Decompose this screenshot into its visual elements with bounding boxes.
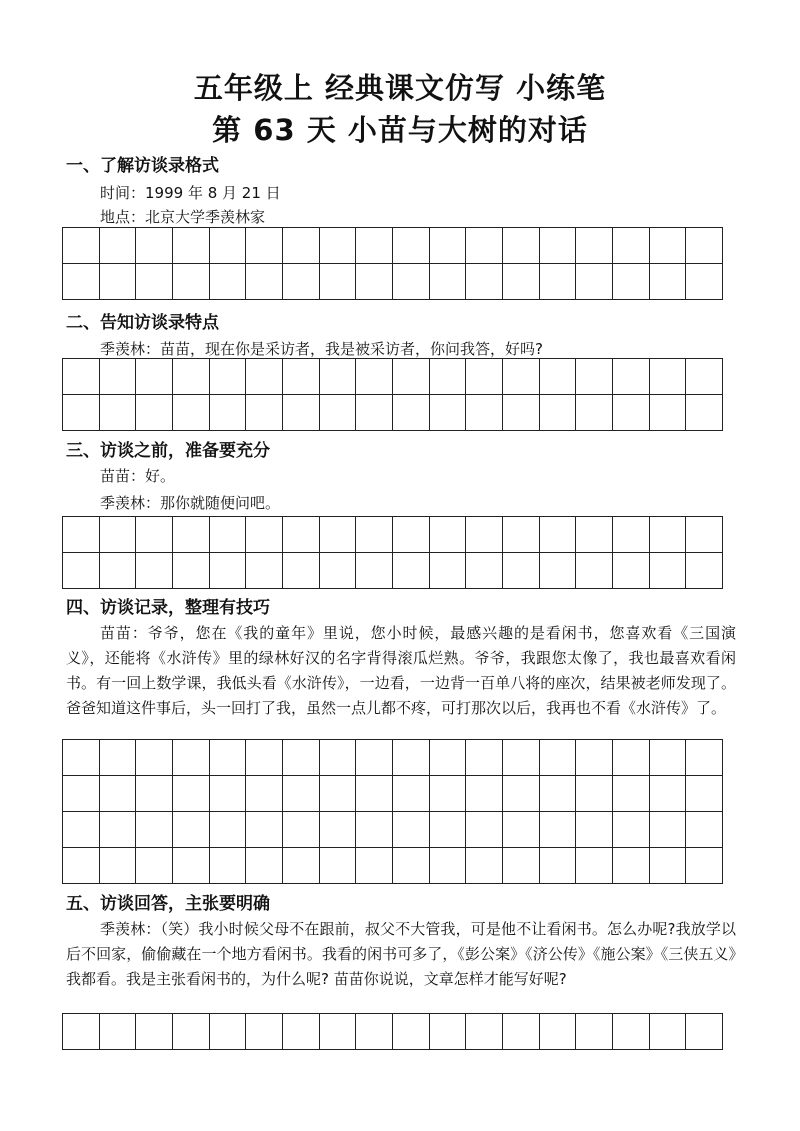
grid-cell[interactable]	[503, 776, 540, 812]
writing-grid-2[interactable]	[62, 358, 723, 431]
grid-cell[interactable]	[576, 359, 613, 395]
grid-cell[interactable]	[613, 228, 650, 264]
grid-cell[interactable]	[466, 848, 503, 884]
grid-cell[interactable]	[686, 553, 723, 589]
grid-cell[interactable]	[356, 395, 393, 431]
grid-cell[interactable]	[613, 553, 650, 589]
grid-cell[interactable]	[63, 395, 100, 431]
grid-cell[interactable]	[576, 264, 613, 300]
grid-cell[interactable]	[613, 517, 650, 553]
grid-cell[interactable]	[246, 848, 283, 884]
grid-cell[interactable]	[466, 395, 503, 431]
grid-cell[interactable]	[466, 776, 503, 812]
grid-cell[interactable]	[63, 517, 100, 553]
grid-cell[interactable]	[320, 1014, 357, 1050]
grid-cell[interactable]	[283, 553, 320, 589]
grid-cell[interactable]	[650, 553, 687, 589]
grid-cell[interactable]	[173, 359, 210, 395]
grid-cell[interactable]	[283, 848, 320, 884]
grid-cell[interactable]	[650, 1014, 687, 1050]
grid-cell[interactable]	[503, 517, 540, 553]
grid-cell[interactable]	[173, 517, 210, 553]
grid-cell[interactable]	[540, 848, 577, 884]
grid-cell[interactable]	[283, 517, 320, 553]
grid-cell[interactable]	[356, 264, 393, 300]
grid-cell[interactable]	[503, 848, 540, 884]
grid-cell[interactable]	[283, 359, 320, 395]
grid-cell[interactable]	[63, 359, 100, 395]
grid-cell[interactable]	[540, 740, 577, 776]
grid-cell[interactable]	[246, 395, 283, 431]
grid-cell[interactable]	[540, 553, 577, 589]
grid-cell[interactable]	[210, 740, 247, 776]
grid-cell[interactable]	[173, 264, 210, 300]
grid-cell[interactable]	[540, 517, 577, 553]
grid-cell[interactable]	[136, 395, 173, 431]
grid-cell[interactable]	[430, 740, 467, 776]
grid-cell[interactable]	[100, 228, 137, 264]
grid-cell[interactable]	[320, 228, 357, 264]
grid-cell[interactable]	[356, 228, 393, 264]
grid-cell[interactable]	[320, 776, 357, 812]
grid-cell[interactable]	[503, 553, 540, 589]
grid-cell[interactable]	[503, 264, 540, 300]
grid-cell[interactable]	[576, 776, 613, 812]
grid-cell[interactable]	[613, 812, 650, 848]
grid-cell[interactable]	[686, 812, 723, 848]
grid-cell[interactable]	[63, 264, 100, 300]
grid-cell[interactable]	[393, 359, 430, 395]
grid-cell[interactable]	[100, 1014, 137, 1050]
grid-cell[interactable]	[393, 812, 430, 848]
grid-cell[interactable]	[246, 1014, 283, 1050]
grid-cell[interactable]	[393, 1014, 430, 1050]
grid-cell[interactable]	[430, 264, 467, 300]
grid-cell[interactable]	[246, 359, 283, 395]
section-1-place: 地点：北京大学季羡林家	[100, 208, 266, 226]
grid-cell[interactable]	[356, 740, 393, 776]
grid-cell[interactable]	[283, 228, 320, 264]
grid-cell[interactable]	[393, 395, 430, 431]
grid-cell[interactable]	[430, 517, 467, 553]
grid-cell[interactable]	[650, 228, 687, 264]
grid-cell[interactable]	[320, 812, 357, 848]
section-3-line-1: 苗苗：好。	[100, 467, 176, 485]
grid-cell[interactable]	[393, 740, 430, 776]
grid-cell[interactable]	[283, 1014, 320, 1050]
grid-cell[interactable]	[320, 517, 357, 553]
grid-cell[interactable]	[540, 395, 577, 431]
grid-cell[interactable]	[430, 1014, 467, 1050]
grid-cell[interactable]	[246, 812, 283, 848]
grid-cell[interactable]	[686, 264, 723, 300]
grid-cell[interactable]	[686, 395, 723, 431]
grid-cell[interactable]	[466, 1014, 503, 1050]
grid-cell[interactable]	[576, 1014, 613, 1050]
grid-cell[interactable]	[686, 776, 723, 812]
grid-cell[interactable]	[540, 812, 577, 848]
grid-cell[interactable]	[63, 553, 100, 589]
grid-cell[interactable]	[393, 228, 430, 264]
grid-cell[interactable]	[210, 359, 247, 395]
grid-cell[interactable]	[283, 776, 320, 812]
writing-grid-3[interactable]	[62, 516, 723, 589]
grid-cell[interactable]	[283, 740, 320, 776]
grid-cell[interactable]	[356, 1014, 393, 1050]
grid-cell[interactable]	[613, 264, 650, 300]
grid-cell[interactable]	[210, 812, 247, 848]
grid-cell[interactable]	[650, 264, 687, 300]
grid-cell[interactable]	[650, 776, 687, 812]
grid-cell[interactable]	[613, 740, 650, 776]
grid-cell[interactable]	[466, 517, 503, 553]
grid-cell[interactable]	[503, 395, 540, 431]
writing-grid-5[interactable]	[62, 1013, 723, 1050]
section-5-paragraph: 季羡林：（笑）我小时候父母不在跟前，叔父不大管我，可是他不让看闲书。怎么办呢?我放学以后不回家，偷偷藏在一个地方看闲书。我看的闲书可多了，《彭公案》《济公传》《施公案》《三侠五义》我都看。我是主张看闲书的，为什么呢? 苗苗你说说，文章怎样才能写好呢?	[66, 920, 736, 988]
grid-cell[interactable]	[650, 740, 687, 776]
grid-cell[interactable]	[686, 228, 723, 264]
grid-cell[interactable]	[246, 740, 283, 776]
grid-cell[interactable]	[430, 553, 467, 589]
grid-cell[interactable]	[613, 848, 650, 884]
grid-cell[interactable]	[576, 395, 613, 431]
grid-cell[interactable]	[173, 740, 210, 776]
grid-cell[interactable]	[393, 848, 430, 884]
grid-cell[interactable]	[356, 848, 393, 884]
grid-cell[interactable]	[63, 740, 100, 776]
grid-cell[interactable]	[320, 264, 357, 300]
grid-cell[interactable]	[393, 776, 430, 812]
grid-cell[interactable]	[320, 395, 357, 431]
grid-cell[interactable]	[466, 264, 503, 300]
grid-cell[interactable]	[540, 1014, 577, 1050]
grid-cell[interactable]	[650, 848, 687, 884]
grid-cell[interactable]	[246, 553, 283, 589]
grid-cell[interactable]	[576, 517, 613, 553]
grid-cell[interactable]	[466, 740, 503, 776]
grid-cell[interactable]	[63, 848, 100, 884]
grid-cell[interactable]	[540, 776, 577, 812]
writing-grid-1[interactable]	[62, 227, 723, 300]
grid-cell[interactable]	[210, 1014, 247, 1050]
grid-cell[interactable]	[136, 848, 173, 884]
grid-cell[interactable]	[173, 1014, 210, 1050]
grid-cell[interactable]	[246, 776, 283, 812]
grid-cell[interactable]	[356, 553, 393, 589]
grid-cell[interactable]	[356, 517, 393, 553]
grid-cell[interactable]	[210, 395, 247, 431]
section-5-heading: 五、访谈回答，主张要明确	[66, 894, 270, 914]
grid-cell[interactable]	[650, 359, 687, 395]
grid-cell[interactable]	[100, 812, 137, 848]
grid-cell[interactable]	[356, 359, 393, 395]
section-3-heading: 三、访谈之前，准备要充分	[66, 441, 270, 461]
grid-cell[interactable]	[686, 359, 723, 395]
section-4-paragraph: 苗苗：爷爷，您在《我的童年》里说，您小时候，最感兴趣的是看闲书，您喜欢看《三国演义》，还能将《水浒传》里的绿林好汉的名字背得滚瓜烂熟。爷爷，我跟您太像了，我也最喜欢看闲书。有一回上数学课，我低头看《水浒传》，一边看，一边背一百单八将的座次，结果被老师发现了。爸爸知道这件事后，头一回打了我，虽然一点儿都不疼，可打那次以后，我再也不看《水浒传》了。	[66, 624, 736, 717]
grid-cell[interactable]	[540, 264, 577, 300]
page-title: 五年级上 经典课文仿写 小练笔	[193, 71, 607, 105]
grid-cell[interactable]	[210, 228, 247, 264]
grid-cell[interactable]	[100, 264, 137, 300]
grid-cell[interactable]	[210, 553, 247, 589]
grid-cell[interactable]	[63, 228, 100, 264]
grid-cell[interactable]	[136, 264, 173, 300]
grid-cell[interactable]	[430, 848, 467, 884]
grid-cell[interactable]	[63, 1014, 100, 1050]
grid-cell[interactable]	[136, 776, 173, 812]
grid-cell[interactable]	[650, 517, 687, 553]
grid-cell[interactable]	[430, 395, 467, 431]
grid-cell[interactable]	[686, 740, 723, 776]
grid-cell[interactable]	[466, 553, 503, 589]
grid-cell[interactable]	[540, 359, 577, 395]
grid-cell[interactable]	[100, 776, 137, 812]
section-1-heading: 一、了解访谈录格式	[66, 156, 219, 176]
grid-cell[interactable]	[136, 228, 173, 264]
grid-cell[interactable]	[466, 359, 503, 395]
grid-cell[interactable]	[246, 264, 283, 300]
grid-cell[interactable]	[63, 776, 100, 812]
grid-cell[interactable]	[430, 776, 467, 812]
grid-cell[interactable]	[100, 517, 137, 553]
grid-cell[interactable]	[210, 776, 247, 812]
grid-cell[interactable]	[393, 517, 430, 553]
grid-cell[interactable]	[173, 848, 210, 884]
grid-cell[interactable]	[650, 812, 687, 848]
grid-cell[interactable]	[466, 228, 503, 264]
section-3-line-2: 季羡林：那你就随便问吧。	[100, 494, 281, 512]
grid-cell[interactable]	[173, 228, 210, 264]
grid-cell[interactable]	[576, 228, 613, 264]
grid-cell[interactable]	[356, 776, 393, 812]
grid-cell[interactable]	[613, 395, 650, 431]
grid-cell[interactable]	[246, 517, 283, 553]
grid-cell[interactable]	[466, 812, 503, 848]
grid-cell[interactable]	[136, 517, 173, 553]
grid-cell[interactable]	[393, 553, 430, 589]
grid-cell[interactable]	[393, 264, 430, 300]
section-4-heading: 四、访谈记录，整理有技巧	[66, 598, 270, 618]
grid-cell[interactable]	[210, 264, 247, 300]
section-2-heading: 二、告知访谈录特点	[66, 313, 219, 333]
grid-cell[interactable]	[63, 812, 100, 848]
grid-cell[interactable]	[503, 359, 540, 395]
grid-cell[interactable]	[650, 395, 687, 431]
grid-cell[interactable]	[613, 359, 650, 395]
section-1-time: 时间：1999 年 8 月 21 日	[100, 184, 281, 202]
grid-cell[interactable]	[540, 228, 577, 264]
grid-cell[interactable]	[173, 812, 210, 848]
grid-cell[interactable]	[686, 1014, 723, 1050]
grid-cell[interactable]	[320, 848, 357, 884]
grid-cell[interactable]	[430, 359, 467, 395]
grid-cell[interactable]	[686, 517, 723, 553]
grid-cell[interactable]	[173, 776, 210, 812]
section-2-line: 季羡林：苗苗，现在你是采访者，我是被采访者，你问我答，好吗?	[100, 340, 543, 358]
writing-grid-4[interactable]	[62, 739, 723, 884]
grid-cell[interactable]	[210, 848, 247, 884]
grid-cell[interactable]	[503, 1014, 540, 1050]
page-subtitle: 第 63 天 小苗与大树的对话	[212, 113, 588, 147]
grid-cell[interactable]	[100, 395, 137, 431]
grid-cell[interactable]	[356, 812, 393, 848]
grid-cell[interactable]	[136, 1014, 173, 1050]
grid-cell[interactable]	[283, 395, 320, 431]
grid-cell[interactable]	[576, 740, 613, 776]
grid-cell[interactable]	[246, 228, 283, 264]
grid-cell[interactable]	[576, 553, 613, 589]
grid-cell[interactable]	[430, 812, 467, 848]
grid-cell[interactable]	[686, 848, 723, 884]
grid-cell[interactable]	[100, 740, 137, 776]
grid-cell[interactable]	[283, 264, 320, 300]
grid-cell[interactable]	[613, 1014, 650, 1050]
grid-cell[interactable]	[503, 740, 540, 776]
grid-cell[interactable]	[430, 228, 467, 264]
grid-cell[interactable]	[320, 740, 357, 776]
grid-cell[interactable]	[320, 553, 357, 589]
grid-cell[interactable]	[136, 740, 173, 776]
grid-cell[interactable]	[210, 517, 247, 553]
grid-cell[interactable]	[136, 553, 173, 589]
grid-cell[interactable]	[100, 553, 137, 589]
grid-cell[interactable]	[100, 359, 137, 395]
grid-cell[interactable]	[613, 776, 650, 812]
grid-cell[interactable]	[173, 553, 210, 589]
grid-cell[interactable]	[136, 812, 173, 848]
grid-cell[interactable]	[136, 359, 173, 395]
grid-cell[interactable]	[173, 395, 210, 431]
grid-cell[interactable]	[503, 812, 540, 848]
grid-cell[interactable]	[576, 848, 613, 884]
grid-cell[interactable]	[100, 848, 137, 884]
grid-cell[interactable]	[503, 228, 540, 264]
grid-cell[interactable]	[320, 359, 357, 395]
grid-cell[interactable]	[283, 812, 320, 848]
grid-cell[interactable]	[576, 812, 613, 848]
